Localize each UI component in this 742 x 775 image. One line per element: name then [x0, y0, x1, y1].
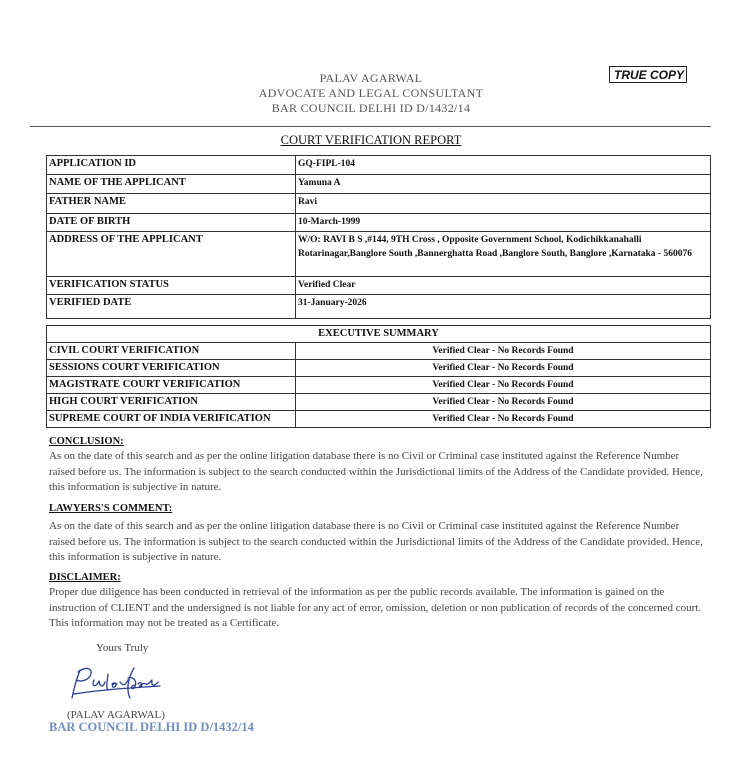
executive-summary-title: EXECUTIVE SUMMARY [47, 326, 711, 343]
signature-image [68, 660, 168, 707]
detail-value: GQ-FIPL-104 [296, 156, 711, 175]
detail-value: Ravi [296, 194, 711, 214]
bar-council-id: BAR COUNCIL DELHI ID D/1432/14 [271, 101, 471, 115]
signatory-name: (PALAV AGARWAL) [67, 709, 165, 721]
conclusion-heading: CONCLUSION: [49, 436, 124, 447]
summary-value: Verified Clear - No Records Found [296, 360, 711, 377]
detail-label: VERIFICATION STATUS [47, 277, 296, 295]
summary-value: Verified Clear - No Records Found [296, 343, 711, 360]
detail-label: APPLICATION ID [47, 156, 296, 175]
summary-value: Verified Clear - No Records Found [296, 394, 711, 411]
disclaimer-text: Proper due diligence has been conducted in retrieval of the information as per the public records available. The information is gained on the instruction of CLIENT and the undersigned is not liable for any act of error, omission, deletion or non publication of records of the concerned court. This information may not be treated as a Certificate. [49, 586, 702, 629]
table-row [47, 394, 711, 411]
applicant-details-table [46, 155, 711, 319]
table-row [47, 194, 711, 214]
conclusion-text: As on the date of this search and as per the online litigation database there is no Civil or Criminal case instituted against the Reference Number raised before us. The information is subject to the search conducted within the Jurisdictional limits of the Address of the Candidate provided. Hence, this information is subjective in nature. [49, 450, 703, 493]
summary-label: MAGISTRATE COURT VERIFICATION [47, 377, 296, 394]
detail-label: DATE OF BIRTH [47, 214, 296, 232]
table-row [47, 411, 711, 428]
table-row [47, 214, 711, 232]
table-row [47, 175, 711, 194]
advocate-name: PALAV AGARWAL [319, 71, 423, 85]
lawyers-comment-text: As on the date of this search and as per the online litigation database there is no Civil or Criminal case instituted against the Reference Number raised before us. The information is subject to the search conducted within the Jurisdictional limits of the Address of the Candidate provided. Hence, this information is subjective in nature. [49, 520, 703, 563]
detail-label: NAME OF THE APPLICANT [47, 175, 296, 194]
table-row [47, 277, 711, 295]
summary-label: SUPREME COURT OF INDIA VERIFICATION [47, 411, 296, 428]
detail-value: Verified Clear [296, 277, 711, 295]
summary-value: Verified Clear - No Records Found [296, 377, 711, 394]
table-row [47, 156, 711, 175]
salutation: Yours Truly [96, 642, 149, 654]
advocate-designation: ADVOCATE AND LEGAL CONSULTANT [258, 86, 484, 100]
lawyers-comment-heading: LAWYERS'S COMMENT: [49, 503, 173, 514]
header-divider [30, 126, 711, 127]
detail-value: Yamuna A [296, 175, 711, 194]
executive-summary-table [46, 325, 711, 428]
table-row [47, 343, 711, 360]
summary-label: HIGH COURT VERIFICATION [47, 394, 296, 411]
signatory-bar-id: BAR COUNCIL DELHI ID D/1432/14 [49, 720, 254, 734]
table-row [47, 232, 711, 277]
table-row [47, 295, 711, 319]
summary-label: SESSIONS COURT VERIFICATION [47, 360, 296, 377]
report-title: COURT VERIFICATION REPORT [280, 133, 462, 147]
table-row [47, 377, 711, 394]
table-row [47, 326, 711, 343]
true-copy-stamp: TRUE COPY [609, 66, 687, 83]
summary-value: Verified Clear - No Records Found [296, 411, 711, 428]
detail-label: ADDRESS OF THE APPLICANT [47, 232, 296, 277]
detail-value: 31-January-2026 [296, 295, 711, 319]
summary-label: CIVIL COURT VERIFICATION [47, 343, 296, 360]
table-row [47, 360, 711, 377]
detail-label: FATHER NAME [47, 194, 296, 214]
disclaimer-heading: DISCLAIMER: [49, 572, 121, 583]
detail-value: W/O: RAVI B S ,#144, 9TH Cross , Opposite Government School, Kodichikkanahalli Rotarinagar,Banglore South ,Bannerghatta Road ,Banglore South, Banglore ,Karnataka - 560076 [296, 232, 711, 277]
detail-label: VERIFIED DATE [47, 295, 296, 319]
detail-value: 10-March-1999 [296, 214, 711, 232]
